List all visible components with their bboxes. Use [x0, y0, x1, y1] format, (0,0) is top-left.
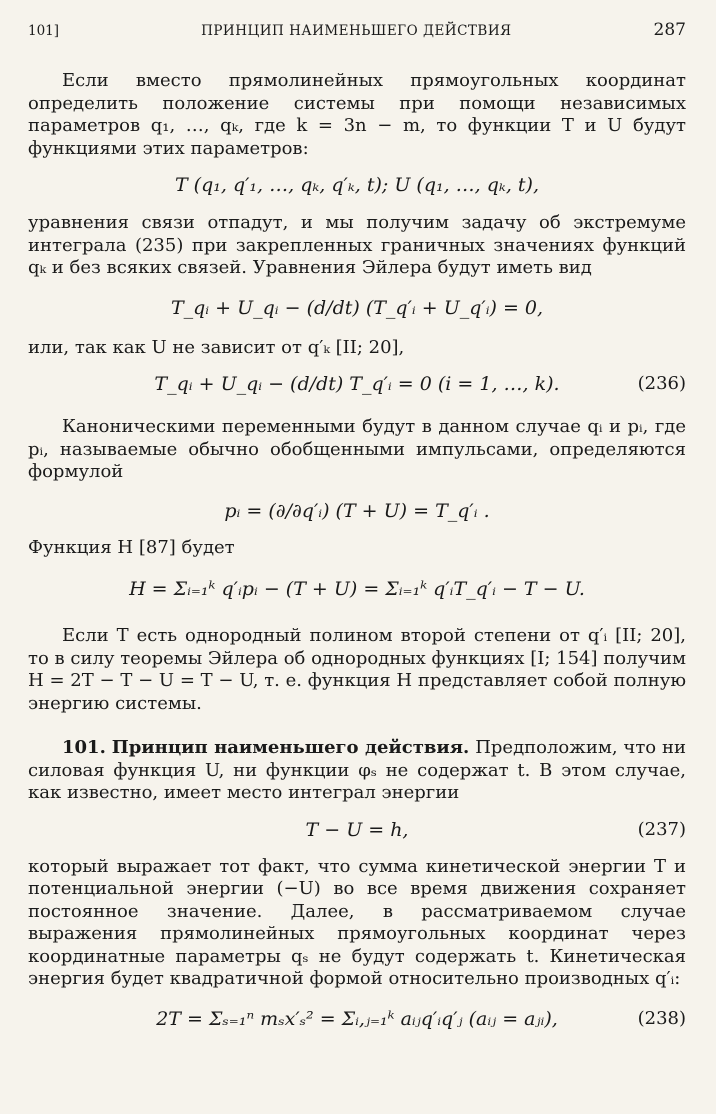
formula-hamiltonian-expr: H = Σᵢ₌₁ᵏ q′ᵢpᵢ − (T + U) = Σᵢ₌₁ᵏ q′ᵢT_q′ᵢ − T − U.: [129, 578, 585, 600]
formula-hamiltonian: [28, 577, 686, 601]
formula-momenta-expr: pᵢ = (∂/∂q′ᵢ) (T + U) = T_q′ᵢ .: [224, 499, 490, 522]
formula-237: [28, 818, 686, 842]
equation-number-237: (237): [637, 818, 686, 840]
formula-euler-equations: [28, 296, 686, 320]
paragraph-5: Функция H [87] будет: [28, 536, 235, 558]
section-number: 101.: [62, 737, 106, 758]
formula-237-expr: T − U = h,: [305, 818, 409, 841]
formula-236: [28, 372, 686, 396]
formula-euler-expr: T_qᵢ + U_qᵢ − (d/dt) (T_q′ᵢ + U_q′ᵢ) = 0,: [170, 296, 544, 319]
formula-238: [28, 1007, 686, 1031]
paragraph-7: который выражает тот факт, что сумма кинетической энергии T и потенциальной энергии (−U) во все время движения сохраняет постоянное значение. Далее, в рассматриваемом случае выражения прямолинейных прямоугольных координат через координатные параметры qₛ не будут содержать t. Кинетическая энергия будет квадратичной формой относительно производных q′ᵢ:: [28, 855, 686, 989]
paragraph-4: Каноническими переменными будут в данном случае qᵢ и pᵢ, где pᵢ, называемые обычно обобщенными импульсами, определяются формулой: [28, 416, 686, 482]
equation-number-236: (236): [637, 373, 686, 394]
running-title: ПРИНЦИП НАИМЕНЬШЕГО ДЕЙСТВИЯ: [201, 23, 512, 39]
page-header: [28, 20, 686, 42]
formula-236-expr: T_qᵢ + U_qᵢ − (d/dt) T_q′ᵢ = 0 (i = 1, …, k).: [154, 373, 560, 395]
formula-238-expr: 2T = Σₛ₌₁ⁿ mₛx′ₛ² = Σᵢ,ⱼ₌₁ᵏ aᵢⱼq′ᵢq′ⱼ (aᵢⱼ = aⱼᵢ),: [156, 1007, 558, 1030]
equation-number-238: (238): [637, 1007, 686, 1029]
formula-momenta: [28, 499, 686, 523]
paragraph-6: Если T есть однородный полином второй степени от q′ᵢ [II; 20], то в силу теоремы Эйлера об однородных функциях [I; 154] получим H = 2T − T − U = T − U, т. е. функция H представляет собой полную энергию системы.: [28, 625, 686, 714]
formula-functions: [28, 173, 686, 197]
paragraph-3: или, так как U не зависит от q′ₖ [II; 20],: [28, 336, 405, 358]
section-ref: 101]: [28, 23, 60, 39]
formula-functions-expr: T (q₁, q′₁, …, qₖ, q′ₖ, t); U (q₁, …, qₖ, t),: [174, 174, 540, 196]
paragraph-2: уравнения связи отпадут, и мы получим задачу об экстремуме интеграла (235) при закрепленных граничных значениях функций qₖ и без всяких связей. Уравнения Эйлера будут иметь вид: [28, 212, 686, 278]
section-title: Принцип наименьшего действия.: [111, 737, 470, 758]
paragraph-1: Если вместо прямолинейных прямоугольных координат определить положение системы при помощи независимых параметров q₁, …, qₖ, где k = 3n − m, то функции T и U будут функциями этих параметров:: [28, 70, 686, 159]
section-101: [28, 737, 686, 805]
section-text: Предположим, что ни силовая функция U, ни функции φₛ не содержат t. В этом случае, как известно, имеет место интеграл энергии: [28, 737, 686, 803]
page-number: 287: [653, 20, 686, 40]
